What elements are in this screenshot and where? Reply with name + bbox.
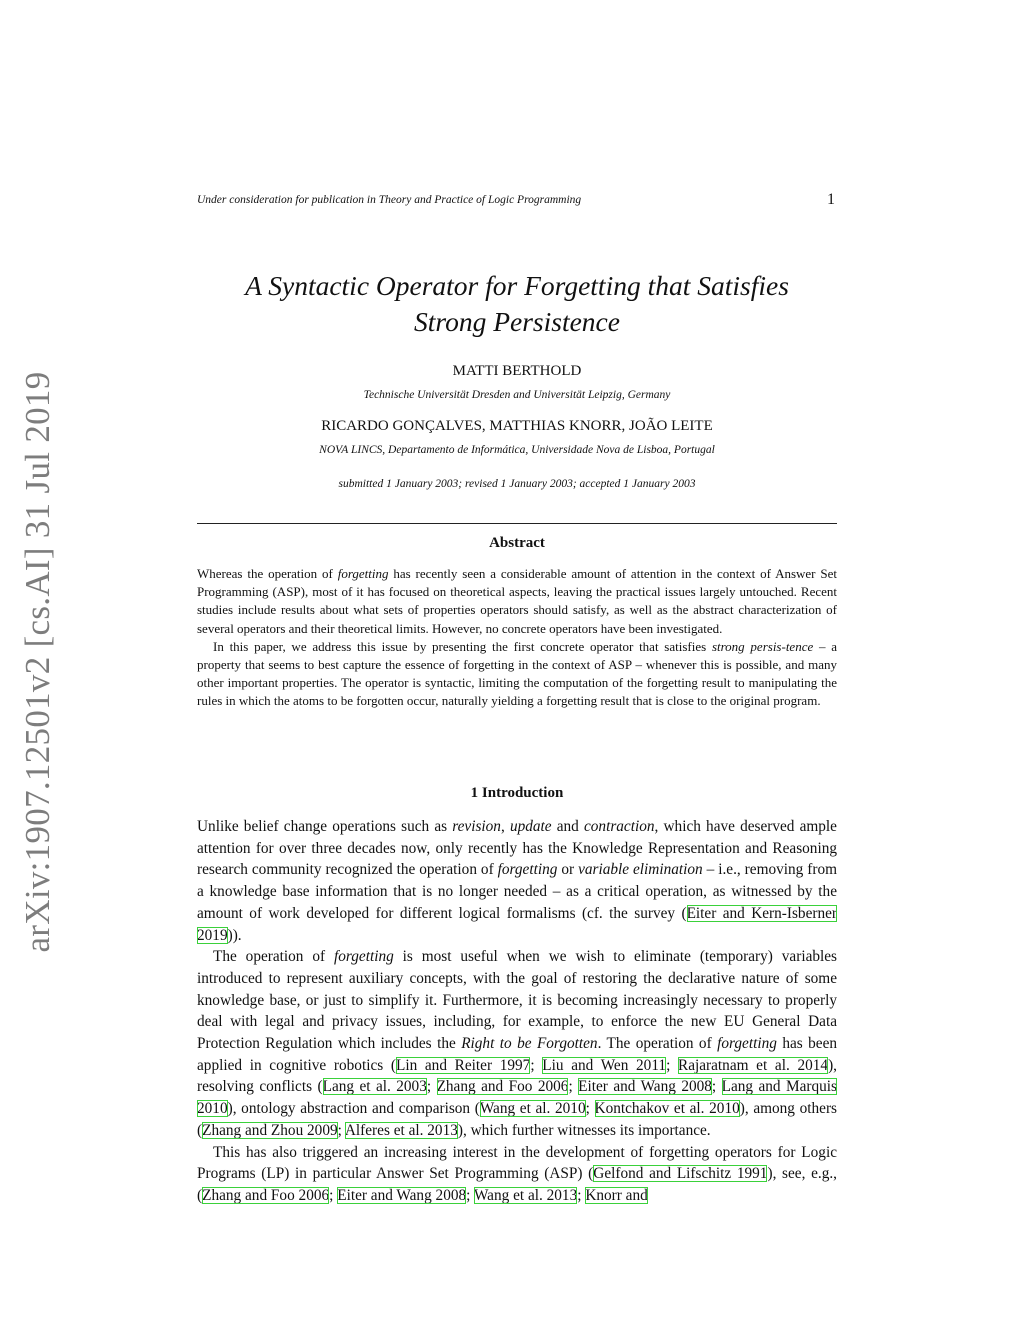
citation-link[interactable]: Gelfond and Lifschitz 1991 <box>593 1165 768 1183</box>
affiliation-2: NOVA LINCS, Departamento de Informática, Universidade Nova de Lisboa, Portugal <box>319 444 715 456</box>
citation-link[interactable]: Lin and Reiter 1997 <box>395 1056 531 1074</box>
citation-link[interactable]: Eiter and Wang 2008 <box>578 1078 712 1096</box>
abstract-paragraph-2: In this paper, we address this issue by presenting the first concrete operator that satisfies strong persis-tence – a property that seems to best capture the essence of forgetting in the context of ASP – whenever this is possible, and many other important properties. The operator is syntactic, limiting the computation of the forgetting result to manipulating the rules in which the atoms to be forgotten occur, naturally yielding a forgetting result that is close to the original program. <box>197 638 838 709</box>
running-header <box>197 191 837 208</box>
citation-link[interactable]: Lang and Marquis 2010 <box>197 1078 838 1118</box>
citation-link[interactable]: Wang et al. 2013 <box>473 1186 578 1204</box>
title-line-1: A Syntactic Operator for Forgetting that Satisfies <box>245 270 789 301</box>
abstract-divider <box>197 523 837 524</box>
intro-paragraph-3: This has also triggered an increasing interest in the development of forgetting operators for Logic Programs (LP) in particular Answer Set Programming (ASP) (Gelfond and Lifschitz 1991), see, e.g., (Zhang and Foo 2006; Eiter and Wang 2008; Wang et al. 2013; Knorr and <box>197 1143 837 1204</box>
submission-dates: submitted 1 January 2003; revised 1 January 2003; accepted 1 January 2003 <box>338 478 696 490</box>
abstract-body <box>197 565 837 711</box>
introduction-body <box>197 816 837 1207</box>
abstract-paragraph-1: Whereas the operation of forgetting has recently seen a considerable amount of attention in the context of Answer Set Programming (ASP), most of it has focused on theoretical aspects, leaving the practical issues largely untouched. Recent studies include results about what sets of properties operators should satisfy, as well as the abstract characterization of several operators and their theoretical limits. However, no concrete operators have been investigated. <box>197 566 837 636</box>
citation-link[interactable]: Lang et al. 2003 <box>322 1078 427 1096</box>
affiliation-1: Technische Universität Dresden and Universität Leipzig, Germany <box>363 389 671 401</box>
title-line-2: Strong Persistence <box>414 306 620 337</box>
citation-link[interactable]: Eiter and Wang 2008 <box>337 1186 467 1204</box>
paper-title <box>197 268 837 340</box>
citation-link[interactable]: Wang et al. 2010 <box>479 1100 586 1118</box>
arxiv-identifier[interactable]: arXiv:1907.12501v2 [cs.AI] 31 Jul 2019 <box>18 371 57 953</box>
citation-link[interactable]: Liu and Wen 2011 <box>542 1056 667 1074</box>
author-2: RICARDO GONÇALVES, MATTHIAS KNORR, JOÃO LEITE <box>321 418 713 434</box>
intro-paragraph-2: The operation of forgetting is most useful when we wish to eliminate (temporary) variables introduced to represent auxiliary concepts, with the goal of restoring the declarative nature of some knowledge base, or just to simplify it. Furthermore, it is becoming increasingly necessary to properly deal with legal and privacy issues, including, for example, to enforce the new EU General Data Protection Regulation which includes the Right to be Forgotten. The operation of forgetting has been applied in cognitive robotics (Lin and Reiter 1997; Liu and Wen 2011; Rajaratnam et al. 2014), resolving conflicts (Lang et al. 2003; Zhang and Foo 2006; Eiter and Wang 2008; Lang and Marquis 2010), ontology abstraction and comparison (Wang et al. 2010; Kontchakov et al. 2010), among others (Zhang and Zhou 2009; Alferes et al. 2013), which further witnesses its importance. <box>197 948 838 1139</box>
citation-link[interactable]: Zhang and Foo 2006 <box>202 1186 330 1204</box>
citation-link[interactable]: Rajaratnam et al. 2014 <box>678 1056 829 1074</box>
running-head-text: Under consideration for publication in Theory and Practice of Logic Programming <box>197 194 582 206</box>
author-1: MATTI BERTHOLD <box>452 363 582 379</box>
abstract-heading: Abstract <box>489 535 545 551</box>
citation-link[interactable]: Alferes et al. 2013 <box>344 1121 458 1139</box>
citation-link[interactable]: Eiter and Kern-Isberner 2019 <box>197 904 837 944</box>
citation-link[interactable]: Zhang and Zhou 2009 <box>202 1121 338 1139</box>
page-number: 1 <box>827 191 835 208</box>
intro-paragraph-1: Unlike belief change operations such as revision, update and contraction, which have deserved ample attention for over three decades now, only recently has the Knowledge Representation and Reasoning research community recognized the operation of forgetting or variable elimination – i.e., removing from a knowledge base information that is no longer needed – as a critical operation, as witnessed by the amount of work developed for different logical formalisms (cf. the survey (Eiter and Kern-Isberner 2019)). <box>197 818 837 944</box>
citation-link[interactable]: Zhang and Foo 2006 <box>436 1078 569 1096</box>
citation-link[interactable]: Kontchakov et al. 2010 <box>594 1100 740 1118</box>
citation-link[interactable]: Knorr and <box>585 1186 648 1204</box>
section-heading-introduction: 1 Introduction <box>470 785 564 801</box>
